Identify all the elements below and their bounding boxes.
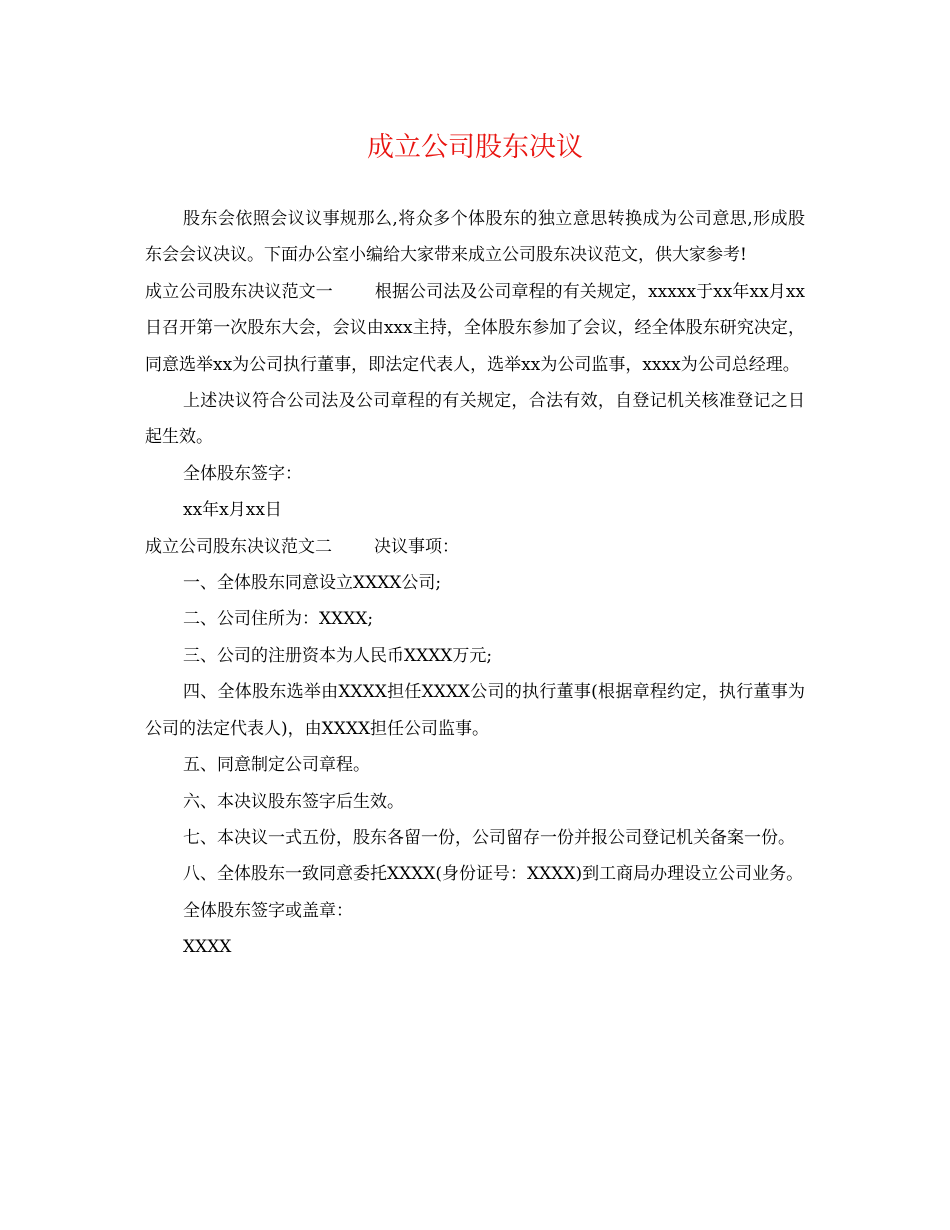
resolution-item: 四、全体股东选举由XXXX担任XXXX公司的执行董事(根据章程约定，执行董事为公司的法定代表人)，由XXXX担任公司监事。: [145, 682, 805, 739]
sample2-paragraph: [145, 529, 805, 565]
sample2-heading: 成立公司股东决议范文二: [145, 536, 332, 557]
sample2-signature-label: 全体股东签字或盖章：: [183, 900, 353, 921]
resolution-item: 六、本决议股东签字后生效。: [183, 791, 404, 812]
sample1-date: xx年x月xx日: [183, 500, 282, 521]
sample1-heading: 成立公司股东决议范文一: [145, 281, 333, 302]
resolution-item: 七、本决议一式五份，股东各留一份，公司留存一份并报公司登记机关备案一份。: [183, 827, 795, 848]
sample2-signer: XXXX: [183, 937, 232, 958]
resolution-item: 五、同意制定公司章程。: [183, 755, 370, 776]
resolution-item: 三、公司的注册资本为人民币XXXX万元;: [183, 645, 493, 666]
sample2-intro: 决议事项：: [374, 536, 459, 557]
resolution-item: 二、公司住所为：XXXX;: [183, 609, 374, 630]
document-title: 成立公司股东决议: [367, 132, 583, 163]
sample1-signature-label: 全体股东签字：: [183, 463, 302, 484]
sample1-effect: 上述决议符合公司法及公司章程的有关规定，合法有效，自登记机关核准登记之日起生效。: [145, 391, 805, 448]
document-body: [145, 201, 805, 966]
resolution-item: 一、全体股东同意设立XXXX公司;: [183, 573, 442, 594]
sample1-body: 根据公司法及公司章程的有关规定，xxxxx于xx年xx月xx日召开第一次股东大会，会议由xxx主持，全体股东参加了会议，经全体股东研究决定，同意选举xx为公司执行董事，即法定代表人，选举xx为公司监事，xxxx为公司总经理。: [145, 281, 806, 375]
resolution-item: 八、全体股东一致同意委托XXXX(身份证号：XXXX)到工商局办理设立公司业务。: [183, 864, 804, 885]
intro-paragraph: 股东会依照会议议事规那么,将众多个体股东的独立意思转换成为公司意思,形成股东会会议决议。下面办公室小编给大家带来成立公司股东决议范文，供大家参考!: [145, 209, 805, 266]
sample1-paragraph: [145, 274, 805, 383]
